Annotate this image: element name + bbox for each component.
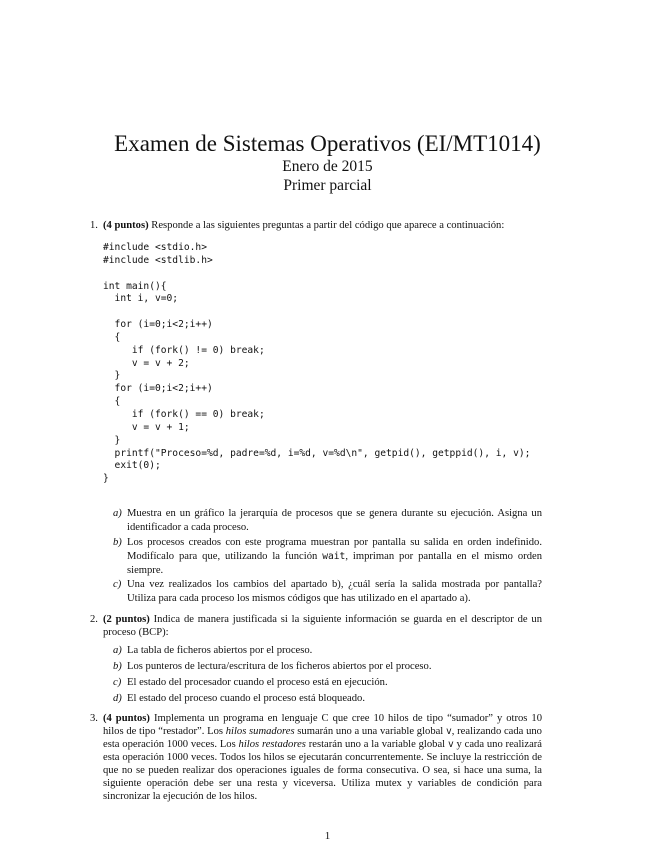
question-1-item-c bbox=[113, 578, 542, 606]
item-label: d) bbox=[113, 693, 122, 704]
question-2-item-d bbox=[113, 692, 542, 706]
inline-code: wait bbox=[322, 551, 346, 562]
question-text: restarán uno a la variable global bbox=[305, 739, 448, 750]
question-text: sumarán uno a una variable global bbox=[294, 726, 446, 737]
item-label: a) bbox=[113, 645, 122, 656]
exam-header bbox=[0, 131, 655, 195]
exam-part: Primer parcial bbox=[283, 177, 372, 194]
question-2-item-b bbox=[113, 660, 542, 674]
question-text: , realizando cada uno esta operación 1000 veces. Los bbox=[103, 726, 542, 750]
question-number: 1. bbox=[90, 220, 98, 231]
question-text: Indica de manera justificada si la siguiente información se guarda en el descriptor de un proceso (BCP): bbox=[103, 614, 543, 638]
question-text: Responde a las siguientes preguntas a partir del código que aparece a continuación: bbox=[148, 220, 505, 231]
exam-date: Enero de 2015 bbox=[282, 158, 373, 175]
item-text: Una vez realizados los cambios del apartado b), ¿cuál sería la salida mostrada por pantalla? Utiliza para cada proceso los mismos códigos que has utilizado en el apartado a). bbox=[127, 579, 542, 604]
item-label: a) bbox=[113, 508, 122, 519]
question-points: (2 puntos) bbox=[103, 614, 150, 625]
item-label: b) bbox=[113, 537, 122, 548]
item-label: c) bbox=[113, 677, 122, 688]
question-number: 3. bbox=[90, 713, 98, 724]
item-label: c) bbox=[113, 579, 122, 590]
question-1 bbox=[90, 219, 542, 232]
inline-code-v: v bbox=[447, 739, 454, 750]
question-number: 2. bbox=[90, 614, 98, 625]
item-label: b) bbox=[113, 661, 122, 672]
item-text: Los procesos creados con este programa muestran por pantalla su salida en orden indefinido. Modifícalo para que, utilizando la función bbox=[127, 537, 542, 562]
item-text: El estado del procesador cuando el proceso está en ejecución. bbox=[127, 677, 388, 688]
question-2-item-a bbox=[113, 644, 542, 658]
page-number: 1 bbox=[324, 830, 331, 842]
question-text: y cada uno realizará esta operación 1000 veces. Todos los hilos se ejecutarán concurrentemente. Se incluye la restricción de que no se pueden realizar dos operaciones iguales de forma consecutiva. O sea, si hace una suma, la siguiente operación debe ser una resta y viceversa. Utiliza mutex y variables de condición para sincronizar la ejecución de los hilos. bbox=[103, 739, 542, 802]
exam-title: Examen de Sistemas Operativos (EI/MT1014) bbox=[114, 131, 541, 156]
question-points: (4 puntos) bbox=[103, 713, 150, 724]
item-text: El estado del proceso cuando el proceso está bloqueado. bbox=[127, 693, 365, 704]
emphasis-restadores: hilos restadores bbox=[238, 739, 306, 750]
code-listing: #include <stdio.h> #include <stdlib.h> int main(){ int i, v=0; for (i=0;i<2;i++) { if (fork() != 0) break; v = v + 2; } for (i=0;i<2;i++) { if (fork() == 0) break; v = v + 1; } printf("Proceso=%d, padre=%d, i=%d, v=%d\n", getpid(), getppid(), i, v); exit(0); } bbox=[103, 242, 531, 485]
question-3 bbox=[90, 712, 542, 803]
question-2-item-c bbox=[113, 676, 542, 690]
question-1-item-a bbox=[113, 507, 542, 535]
question-2 bbox=[90, 613, 542, 639]
item-text: Los punteros de lectura/escritura de los ficheros abiertos por el proceso. bbox=[127, 661, 432, 672]
emphasis-sumadores: hilos sumadores bbox=[225, 726, 295, 737]
item-text: La tabla de ficheros abiertos por el proceso. bbox=[127, 645, 313, 656]
inline-code-v: v bbox=[445, 726, 452, 737]
item-text-end: , impriman por pantalla en el mismo orden siempre. bbox=[127, 551, 542, 576]
item-text: Muestra en un gráfico la jerarquía de procesos que se genera durante su ejecución. Asigna un identificador a cada proceso. bbox=[127, 508, 542, 533]
question-1-item-b bbox=[113, 536, 542, 578]
question-text: Implementa un programa en lenguaje C que cree 10 hilos de tipo “sumador” y otros 10 hilos de tipo “restador”. Los bbox=[103, 713, 542, 737]
question-points: (4 puntos) bbox=[103, 220, 149, 231]
